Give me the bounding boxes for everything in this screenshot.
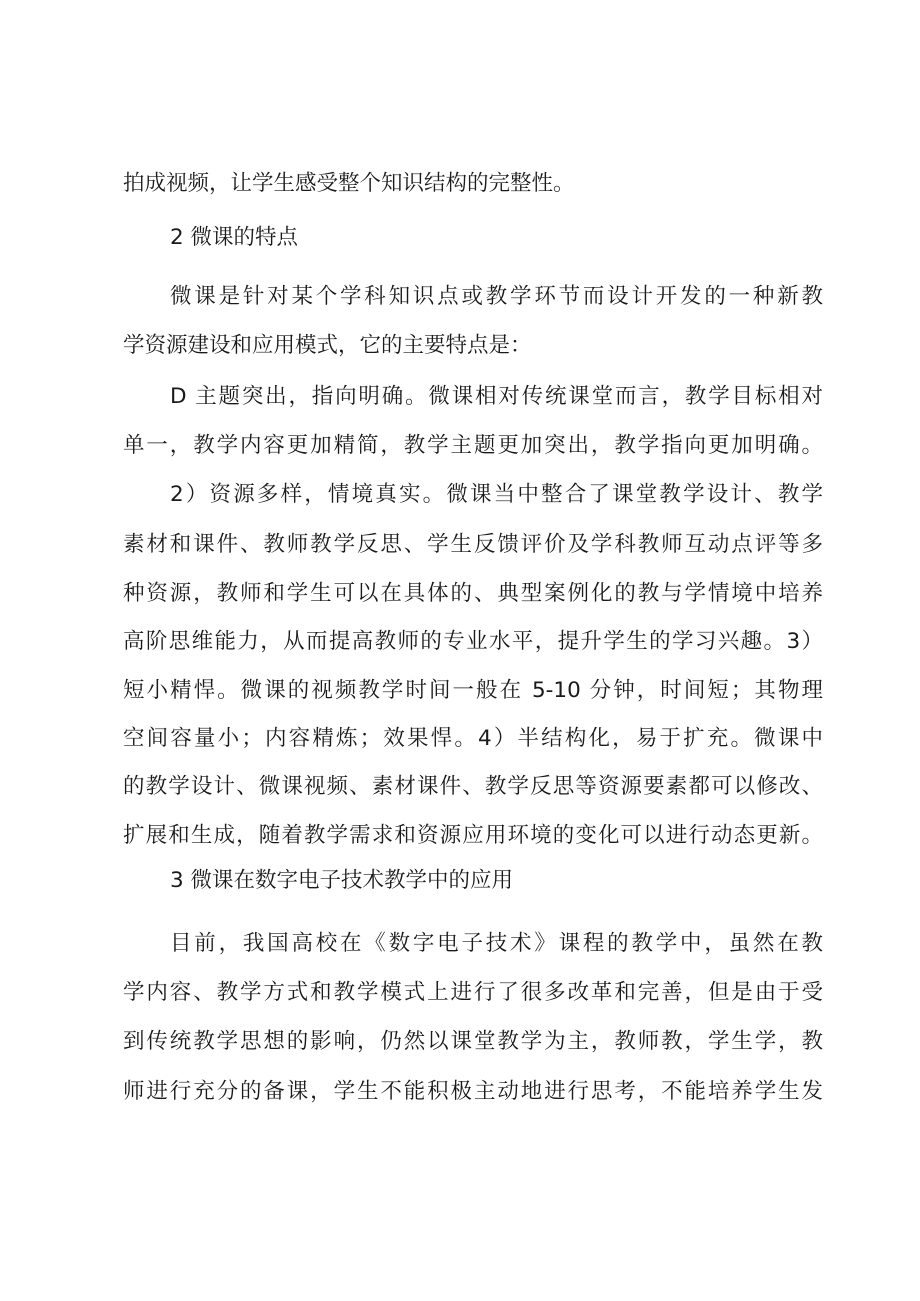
paragraph-line: 微课是针对某个学科知识点或教学环节而设计开发的一种新教 [170, 284, 823, 309]
paragraph-line: 单一，教学内容更加精简，教学主题更加突出，教学指向更加明确。 [123, 433, 823, 458]
section-heading: 3 微课在数字电子技术教学中的应用 [170, 868, 514, 893]
paragraph-line: 拍成视频，让学生感受整个知识结构的完整性。 [123, 171, 575, 196]
paragraph-line: 目前，我国高校在《数字电子技术》课程的教学中，虽然在教 [170, 931, 823, 956]
paragraph-line: 扩展和生成，随着教学需求和资源应用环境的变化可以进行动态更新。 [123, 823, 823, 848]
paragraph-line: 2）资源多样，情境真实。微课当中整合了课堂教学设计、教学 [170, 482, 823, 507]
paragraph-line: 到传统教学思想的影响，仍然以课堂教学为主，教师教，学生学，教 [123, 1029, 823, 1054]
paragraph-line: 素材和课件、教师教学反思、学生反馈评价及学科教师互动点评等多 [123, 532, 823, 557]
paragraph-line: 学资源建设和应用模式，它的主要特点是： [123, 333, 532, 358]
paragraph-line: 师进行充分的备课，学生不能积极主动地进行思考，不能培养学生发 [123, 1079, 823, 1104]
paragraph-line: D 主题突出，指向明确。微课相对传统课堂而言，教学目标相对 [170, 384, 823, 409]
paragraph-line: 的教学设计、微课视频、素材课件、教学反思等资源要素都可以修改、 [123, 774, 823, 799]
section-heading: 2 微课的特点 [170, 225, 299, 250]
paragraph-line: 学内容、教学方式和教学模式上进行了很多改革和完善，但是由于受 [123, 980, 823, 1005]
paragraph-line: 空间容量小；内容精炼；效果悍。4）半结构化，易于扩充。微课中 [123, 726, 823, 751]
paragraph-line: 种资源，教师和学生可以在具体的、典型案例化的教与学情境中培养 [123, 581, 823, 606]
paragraph-line: 高阶思维能力，从而提高教师的专业水平，提升学生的学习兴趣。3） [123, 629, 823, 654]
paragraph-line: 短小精悍。微课的视频教学时间一般在 5-10 分钟，时间短；其物理 [123, 678, 823, 703]
